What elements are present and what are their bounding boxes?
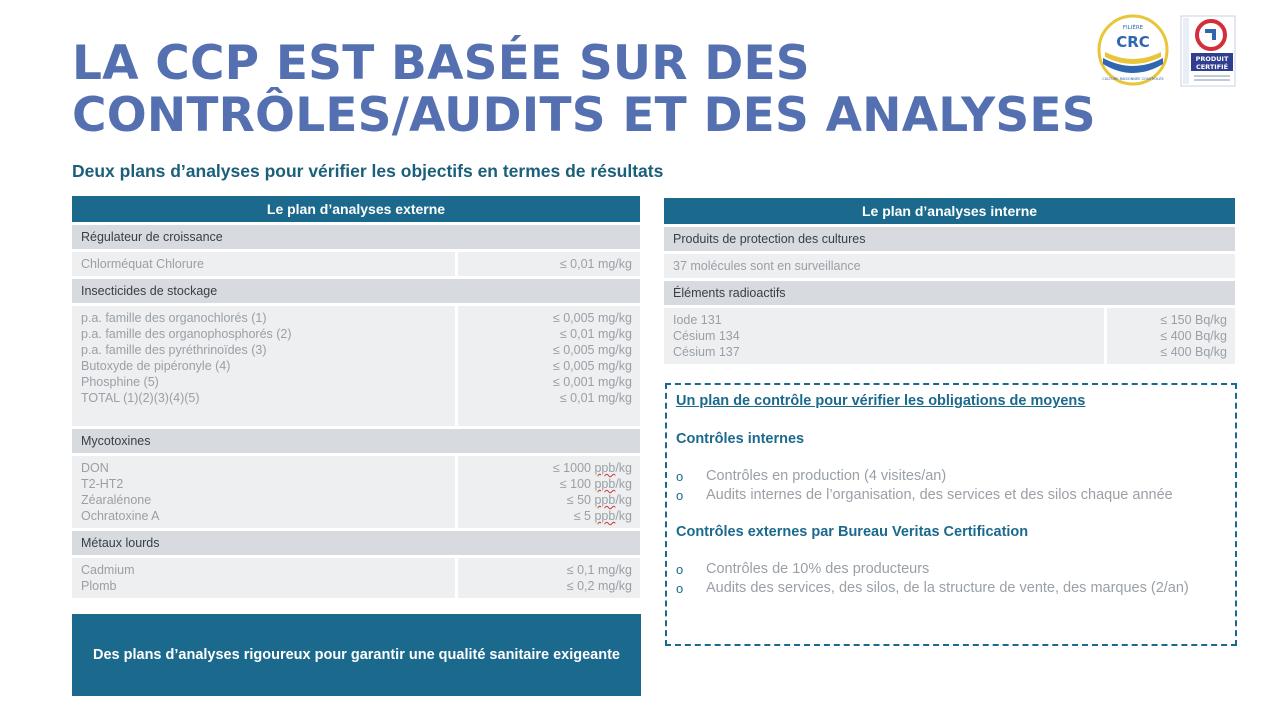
limit-value: ≤ 0,005 mg/kg	[552, 311, 632, 325]
control-plan-box	[665, 383, 1237, 646]
list-item	[676, 467, 1226, 486]
crc-logo-main-text: CRC	[1116, 33, 1150, 51]
substance-name: Chlorméquat Chlorure	[81, 257, 204, 271]
table-row	[664, 308, 1235, 364]
substance-cell	[664, 308, 1104, 364]
list-item-text: Contrôles en production (4 visites/an)	[706, 468, 947, 484]
page-title-line-2: CONTRÔLES/AUDITS ET DES ANALYSES	[72, 88, 1096, 143]
internal-controls-list	[676, 467, 1226, 505]
external-analysis-table	[72, 196, 640, 601]
limit-cell	[458, 558, 640, 598]
internal-controls-heading: Contrôles internes	[676, 431, 805, 447]
bullet-icon: o	[676, 488, 684, 503]
section-growth-regulator: Régulateur de croissance	[72, 225, 640, 249]
section-storage-insecticides: Insecticides de stockage	[72, 279, 640, 303]
limit-value: ≤ 0,01 mg/kg	[559, 391, 632, 405]
list-item-text: Contrôles de 10% des producteurs	[706, 561, 930, 577]
substance-name: Butoxyde de pipéronyle (4)	[81, 359, 231, 373]
limit-value: ≤ 0,2 mg/kg	[566, 579, 632, 593]
list-item-text: Audits internes de l’organisation, des services et des silos chaque année	[706, 487, 1173, 503]
substance-name: Plomb	[81, 579, 117, 593]
substance-name: p.a. famille des pyréthrinoïdes (3)	[81, 343, 267, 357]
substance-name: DON	[81, 461, 109, 475]
page-title-line-1: LA CCP EST BASÉE SUR DES	[72, 36, 810, 91]
limit-value: ≤ 50 ppb/kg	[566, 493, 632, 507]
internal-analysis-table	[664, 198, 1235, 367]
limit-value: ≤ 1000 ppb/kg	[552, 461, 632, 475]
page-title	[72, 38, 1096, 142]
substance-cell	[72, 456, 455, 528]
internal-table-header: Le plan d’analyses interne	[664, 198, 1235, 224]
page-subtitle: Deux plans d’analyses pour vérifier les objectifs en termes de résultats	[72, 161, 664, 181]
substance-cell	[72, 306, 455, 426]
table-row	[72, 306, 640, 426]
substance-name: Zéaralénone	[81, 493, 152, 507]
summary-banner-text: Des plans d’analyses rigoureux pour garantir une qualité sanitaire exigeante	[93, 647, 620, 663]
bullet-icon: o	[676, 469, 684, 484]
substance-cell	[72, 558, 455, 598]
limit-value: ≤ 0,001 mg/kg	[552, 375, 632, 389]
crop-protection-detail: 37 molécules sont en surveillance	[664, 254, 1235, 278]
unit-text: ppb	[594, 493, 616, 507]
limit-value: ≤ 5 ppb/kg	[573, 509, 632, 523]
substance-name: Phosphine (5)	[81, 375, 159, 389]
list-item-text: Audits des services, des silos, de la structure de vente, des marques (2/an)	[706, 580, 1189, 596]
table-row	[72, 252, 640, 276]
crc-logo	[1097, 14, 1169, 86]
section-radioactive-elements: Éléments radioactifs	[664, 281, 1235, 305]
limit-value: ≤ 0,005 mg/kg	[552, 359, 632, 373]
limit-value: ≤ 0,01 mg/kg	[559, 327, 632, 341]
list-item	[676, 579, 1226, 598]
limit-cell	[458, 456, 640, 528]
limit-value: ≤ 0,01 mg/kg	[559, 257, 632, 271]
control-plan-title: Un plan de contrôle pour vérifier les obligations de moyens	[676, 393, 1086, 409]
external-table-header: Le plan d’analyses externe	[72, 196, 640, 222]
limit-value: ≤ 0,005 mg/kg	[552, 343, 632, 357]
substance-name: Cadmium	[81, 563, 135, 577]
limit-value: ≤ 150 Bq/kg	[1160, 313, 1227, 327]
crc-logo-ring-text: CULTURE RAISONNÉE CONTRÔLÉE	[1102, 77, 1164, 81]
substance-name: Césium 137	[673, 345, 740, 359]
substance-name: TOTAL (1)(2)(3)(4)(5)	[81, 391, 200, 405]
limit-cell	[458, 306, 640, 426]
crc-logo-top-text: FILIÈRE	[1122, 25, 1144, 31]
limit-value: ≤ 100 ppb/kg	[559, 477, 632, 491]
bullet-icon: o	[676, 581, 684, 596]
substance-name: Iode 131	[673, 313, 722, 327]
limit-cell	[1107, 308, 1235, 364]
substance-name: T2-HT2	[81, 477, 124, 491]
unit-text: ppb	[594, 509, 616, 523]
substance-cell	[72, 252, 455, 276]
list-item	[676, 486, 1226, 505]
section-mycotoxins: Mycotoxines	[72, 429, 640, 453]
unit-text: ppb	[594, 461, 616, 475]
section-crop-protection: Produits de protection des cultures	[664, 227, 1235, 251]
substance-name: Ochratoxine A	[81, 509, 160, 523]
section-heavy-metals: Métaux lourds	[72, 531, 640, 555]
table-row	[72, 558, 640, 598]
limit-value: ≤ 0,1 mg/kg	[566, 563, 632, 577]
substance-name: Césium 134	[673, 329, 740, 343]
certified-product-logo	[1180, 15, 1236, 87]
external-controls-heading: Contrôles externes par Bureau Veritas Certification	[676, 524, 1029, 540]
substance-name: p.a. famille des organophosphorés (2)	[81, 327, 292, 341]
limit-value: ≤ 400 Bq/kg	[1160, 345, 1227, 359]
limit-cell	[458, 252, 640, 276]
summary-banner	[72, 614, 641, 696]
cert-logo-label-2: CERTIFIÉ	[1195, 63, 1229, 71]
unit-text: ppb	[594, 477, 616, 491]
substance-name: p.a. famille des organochlorés (1)	[81, 311, 267, 325]
external-controls-list	[676, 560, 1226, 598]
cert-logo-label-1: PRODUIT	[1195, 55, 1229, 63]
list-item	[676, 560, 1226, 579]
bullet-icon: o	[676, 562, 684, 577]
table-row	[72, 456, 640, 528]
limit-value: ≤ 400 Bq/kg	[1160, 329, 1227, 343]
